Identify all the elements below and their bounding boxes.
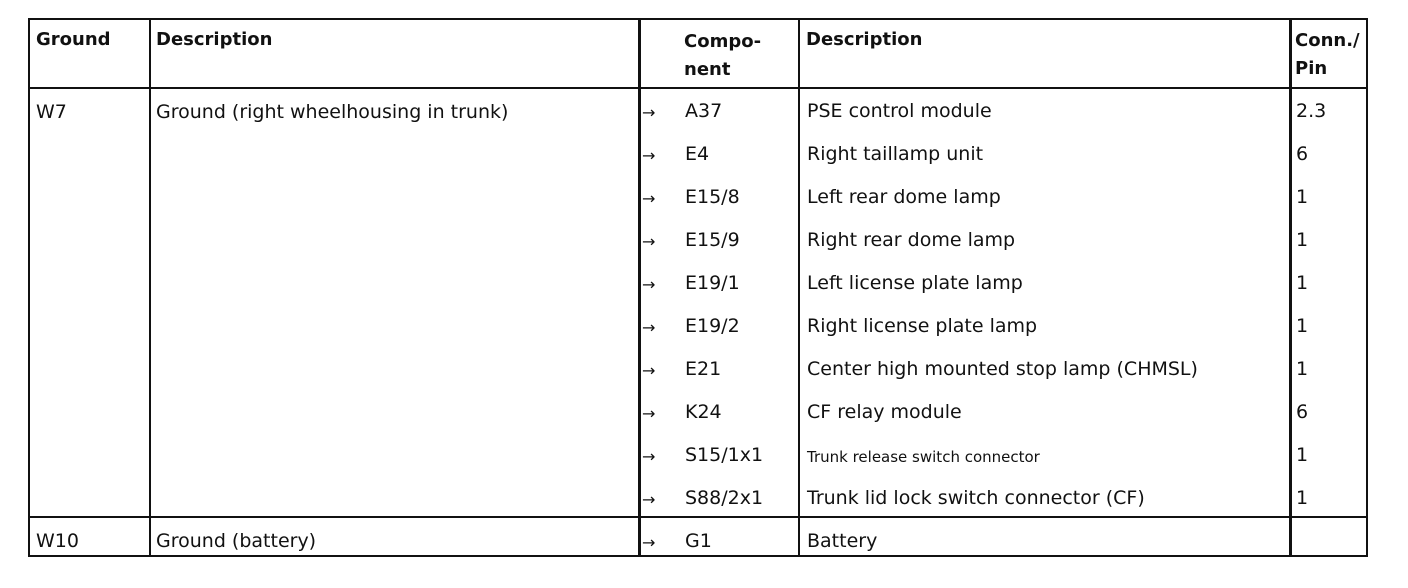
column-divider <box>1289 20 1292 555</box>
column-divider <box>638 20 641 555</box>
component-code: A37 <box>685 100 723 122</box>
component-code: E19/1 <box>685 272 740 294</box>
header-component-line2: nent <box>684 59 731 80</box>
pin-value: 6 <box>1296 143 1309 165</box>
component-description: Trunk lid lock switch connector (CF) <box>807 487 1145 509</box>
header-conn-pin-line2: Pin <box>1295 58 1328 79</box>
component-code: E21 <box>685 358 722 380</box>
component-code: S15/1x1 <box>685 444 764 466</box>
ground-table <box>28 18 1368 557</box>
pin-value: 1 <box>1296 358 1309 380</box>
header-ground: Ground <box>36 29 111 50</box>
arrow-icon: → <box>642 490 656 509</box>
pin-value: 2.3 <box>1296 100 1327 122</box>
component-description: Center high mounted stop lamp (CHMSL) <box>807 358 1198 380</box>
component-description: Right rear dome lamp <box>807 229 1016 251</box>
header-description-left: Description <box>156 29 273 50</box>
arrow-icon: → <box>642 275 656 294</box>
arrow-icon: → <box>642 404 656 423</box>
arrow-icon: → <box>642 146 656 165</box>
pin-value: 1 <box>1296 186 1309 208</box>
arrow-icon: → <box>642 447 656 466</box>
ground-code: W10 <box>36 530 79 552</box>
arrow-icon: → <box>642 361 656 380</box>
ground-code: W7 <box>36 101 67 123</box>
pin-value: 1 <box>1296 444 1309 466</box>
arrow-icon: → <box>642 318 656 337</box>
header-conn-pin-line1: Conn./ <box>1295 30 1360 51</box>
pin-value: 1 <box>1296 487 1309 509</box>
component-code: E19/2 <box>685 315 740 337</box>
component-description: Right license plate lamp <box>807 315 1038 337</box>
header-divider <box>30 87 1366 89</box>
component-description: Right taillamp unit <box>807 143 984 165</box>
component-description: Left license plate lamp <box>807 272 1023 294</box>
column-divider <box>149 20 151 555</box>
component-code: S88/2x1 <box>685 487 764 509</box>
group-divider <box>30 516 1366 518</box>
arrow-icon: → <box>642 232 656 251</box>
component-description: Battery <box>807 530 878 552</box>
component-code: K24 <box>685 401 722 423</box>
pin-value: 1 <box>1296 229 1309 251</box>
component-code: E4 <box>685 143 710 165</box>
arrow-icon: → <box>642 533 656 552</box>
component-code: G1 <box>685 530 712 552</box>
component-description: PSE control module <box>807 100 992 122</box>
component-code: E15/8 <box>685 186 740 208</box>
column-divider <box>798 20 800 555</box>
pin-value: 1 <box>1296 315 1309 337</box>
pin-value: 1 <box>1296 272 1309 294</box>
header-description-right: Description <box>806 29 923 50</box>
header-component-line1: Compo- <box>684 31 762 52</box>
ground-description: Ground (battery) <box>156 530 317 552</box>
component-code: E15/9 <box>685 229 740 251</box>
arrow-icon: → <box>642 103 656 122</box>
ground-description: Ground (right wheelhousing in trunk) <box>156 101 509 123</box>
pin-value: 6 <box>1296 401 1309 423</box>
component-description: Left rear dome lamp <box>807 186 1001 208</box>
component-description: Trunk release switch connector <box>807 448 1040 466</box>
component-description: CF relay module <box>807 401 962 423</box>
arrow-icon: → <box>642 189 656 208</box>
